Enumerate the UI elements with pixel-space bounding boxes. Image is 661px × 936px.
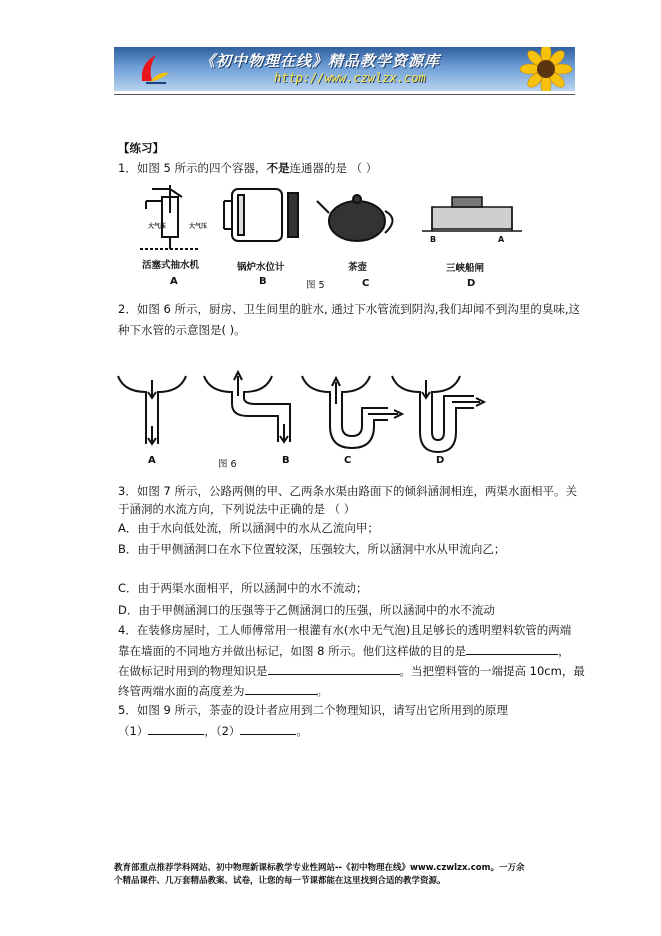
q2-letter-c: C	[344, 455, 352, 466]
q4-line3: 在做标记时用到的物理知识是 。当把塑料管的一端提高 10cm，最	[118, 664, 585, 678]
q1-fig-label: 图 5	[306, 280, 325, 291]
q5-line1: 5．如图 9 所示，茶壶的设计者应用到二个物理知识，请写出它所用到的原理	[118, 703, 508, 717]
q2-line2: 种下水管的示意图是( )。	[118, 323, 246, 337]
header-rule	[114, 94, 575, 95]
figure-5	[132, 183, 532, 253]
ship-lock-icon	[422, 197, 522, 231]
q3-line2: 于涵洞的水流方向，下列说法中正确的是 （ ）	[118, 502, 356, 516]
section-heading: 【练习】	[118, 141, 164, 155]
atm-label-left: 大气压	[148, 223, 167, 230]
site-url[interactable]: http://www.czwlzx.com	[274, 71, 426, 85]
q4-answer-blank-2[interactable]	[268, 662, 400, 675]
lock-label-b: B	[430, 235, 437, 244]
q5-answer-blank-2[interactable]	[240, 722, 296, 735]
teapot-icon	[317, 195, 393, 241]
site-title: 《初中物理在线》精品教学资源库	[200, 52, 441, 70]
piston-pump-icon	[140, 185, 200, 249]
site-logo-icon	[136, 51, 172, 87]
footer-line-1: 教育部重点推荐学科网站、初中物理新课标教学专业性网站--《初中物理在线》www.czwlzx.com。一万余	[114, 863, 525, 873]
q1-letter-d: D	[467, 278, 476, 289]
q3-option-d: D．由于甲侧涵洞口的压强等于乙侧涵洞口的压强，所以涵洞中的水不流动	[118, 603, 495, 617]
q1-letter-c: C	[362, 278, 370, 289]
q4-answer-blank-3[interactable]	[245, 682, 317, 695]
q2-letter-b: B	[282, 455, 290, 466]
q3-option-b: B．由于甲侧涵洞口在水下位置较深，压强较大，所以涵洞中水从甲流向乙；	[118, 542, 506, 556]
q1-caption-b: 锅炉水位计	[237, 262, 285, 273]
q1-caption-a: 活塞式抽水机	[142, 260, 200, 271]
header-banner	[114, 47, 575, 91]
lock-label-a: A	[498, 235, 505, 244]
figure-6	[112, 368, 492, 460]
page-footer	[114, 862, 584, 888]
q4-line2: 靠在墙面的不同地方并做出标记，如图 8 所示。他们这样做的目的是 ，	[118, 644, 570, 658]
q2-line1: 2．如图 6 所示，厨房、卫生间里的脏水, 通过下水管流到阴沟,我们却闻不到沟里的臭味,这	[118, 302, 581, 316]
q3-option-a: A．由于水向低处流，所以涵洞中的水从乙流向甲；	[118, 521, 379, 535]
atm-label-right: 大气压	[189, 223, 208, 230]
q2-letter-d: D	[436, 455, 445, 466]
q1-letter-a: A	[170, 276, 178, 287]
q2-fig-label: 图 6	[218, 459, 237, 470]
pipe-b-icon	[204, 372, 290, 442]
q4-line4: 终管两端水面的高度差为 。	[118, 684, 328, 698]
q5-line2: （1） ，（2） 。	[118, 724, 308, 738]
q2-letter-a: A	[148, 455, 156, 466]
pipe-c-icon	[302, 376, 402, 448]
pipe-a-icon	[118, 376, 186, 444]
pipe-d-icon	[392, 376, 484, 452]
q4-line1: 4．在装修房屋时，工人师傅常用一根灌有水(水中无气泡)且足够长的透明塑料软管的两端	[118, 623, 572, 637]
q3-line1: 3．如图 7 所示，公路两侧的甲、乙两条水渠由路面下的倾斜涵洞相连，两渠水面相平。关	[118, 484, 577, 498]
q3-option-c: C．由于两渠水面相平，所以涵洞中的水不流动；	[118, 581, 368, 595]
sunflower-icon	[516, 47, 575, 91]
q1-caption-c: 茶壶	[348, 262, 368, 273]
q4-answer-blank-1[interactable]	[466, 642, 558, 655]
q5-answer-blank-1[interactable]	[148, 722, 204, 735]
q1-stem: 1．如图 5 所示的四个容器，不是连通器的是 （ ）	[118, 161, 378, 175]
boiler-gauge-icon	[224, 189, 298, 241]
q1-caption-d: 三峡船闸	[446, 263, 485, 274]
footer-line-2: 个精品课件、几万套精品教案、试卷，让您的每一节课都能在这里找到合适的教学资源。	[114, 876, 446, 886]
q1-letter-b: B	[259, 276, 267, 287]
